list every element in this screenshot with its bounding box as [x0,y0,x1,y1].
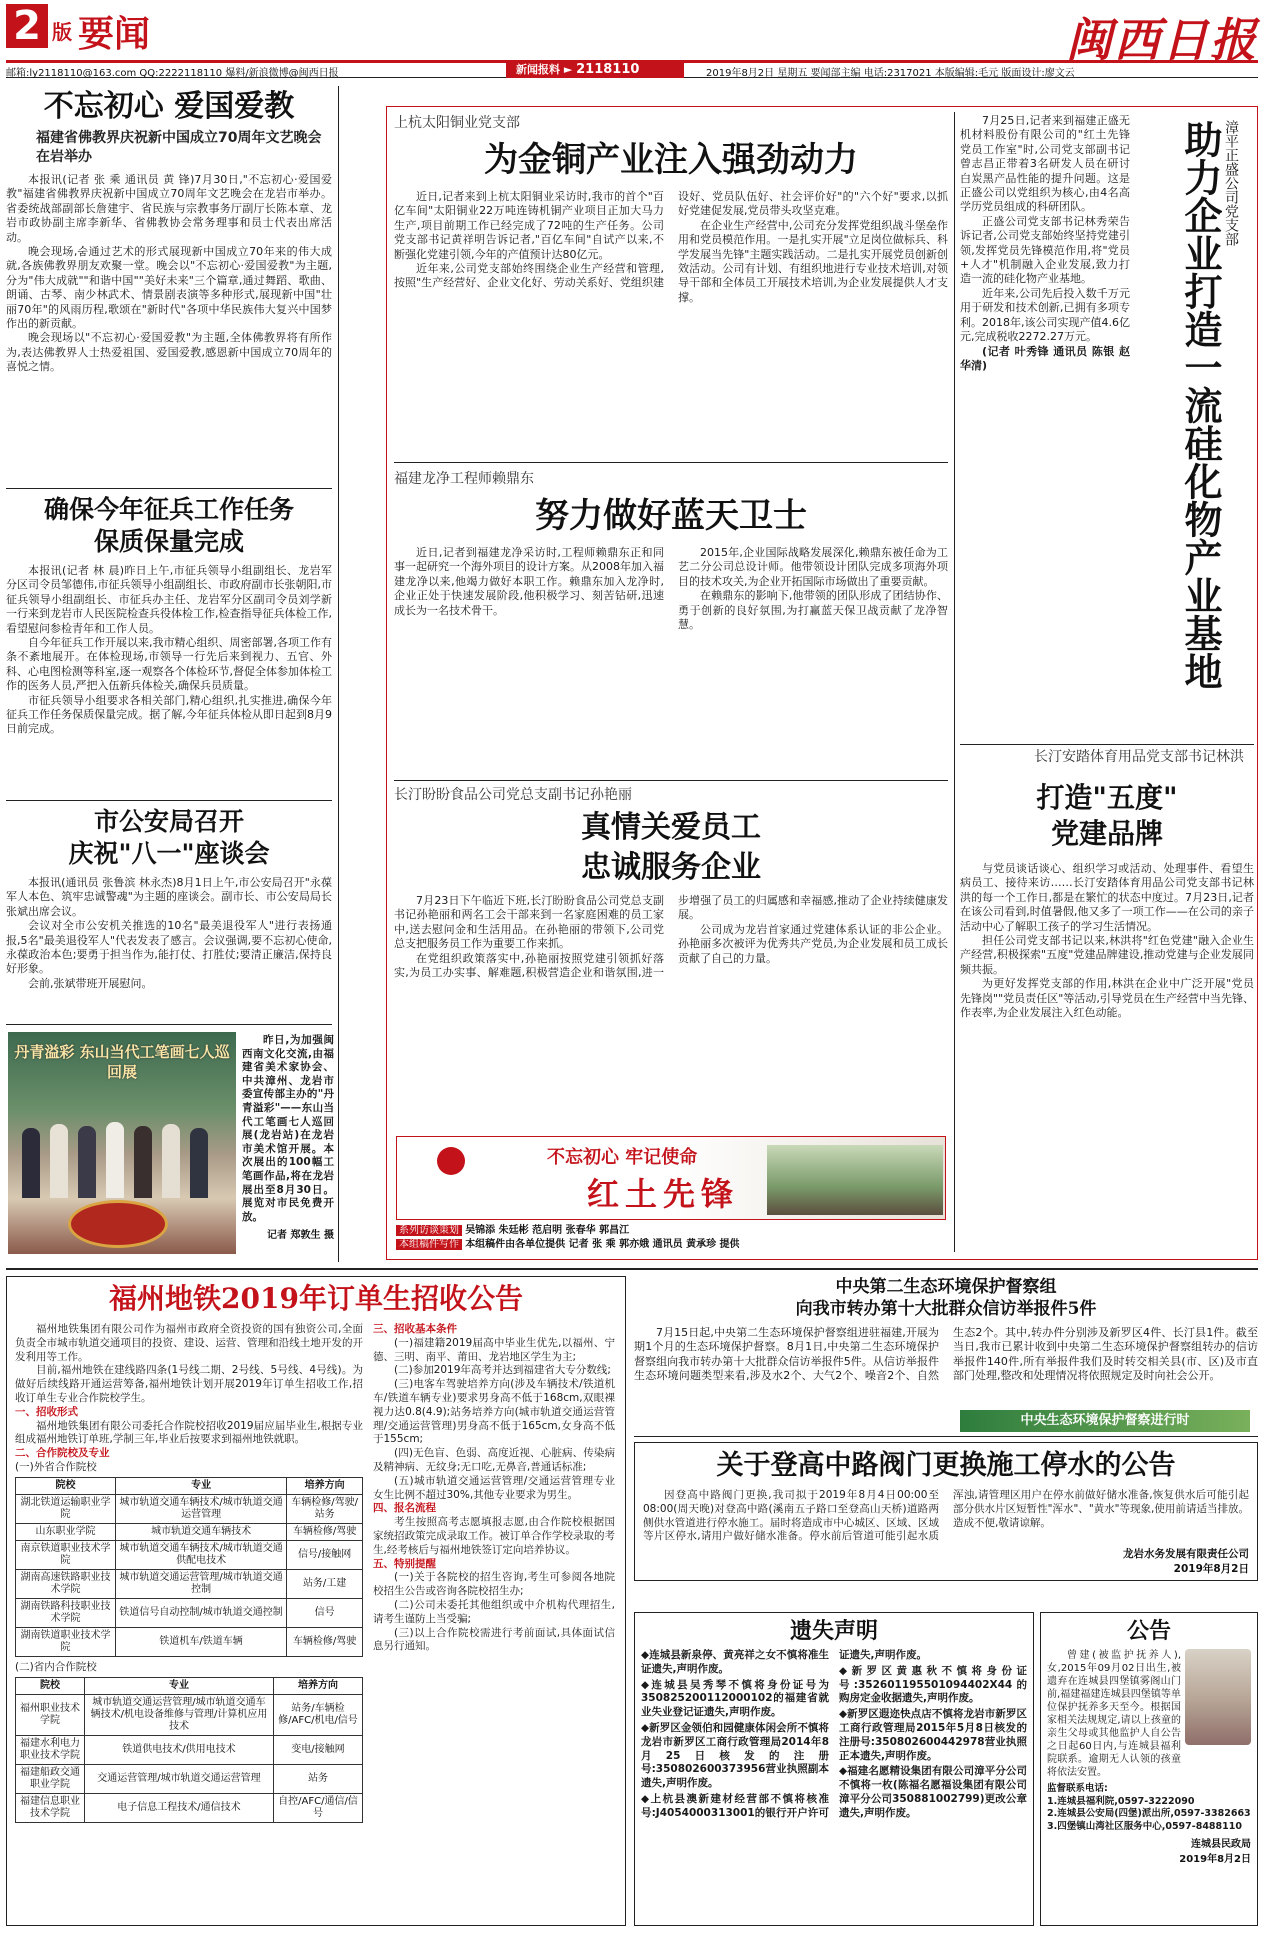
contact-line: 1.连城县福利院,0597-3222090 [1047,1795,1195,1807]
hotline-number: 2118110 [576,62,640,77]
article-title-line1: 市公安局召开 [93,807,244,836]
header-info-left: 邮箱:ly2118110@163.com QQ:2222118110 爆料/新浪微博@闽西日报 [6,68,339,79]
table-cell: 城市轨道交通车辆技术/城市轨道交通运营管理 [115,1494,286,1523]
contact-line: 监督联系电话: [1047,1783,1108,1794]
section-heading: 三、招收基本条件 [373,1323,457,1335]
section-heading: 四、报名流程 [373,1502,436,1515]
table-cell: 城市轨道交通运营管理/城市轨道交通控制 [115,1569,286,1598]
section-rule [6,1268,1258,1270]
table-row [16,1540,363,1569]
table-cell: 车辆检修/驾驶 [287,1523,363,1540]
table-cell: 湖南铁道职业技术学院 [16,1627,116,1656]
lost-item: ◆新罗区金领伯和园健康体闲会所不慎将龙岩市新罗区工商行政管理局2014年8月25日核发的注册号:350802600373956营业执照副本遗失,声明作废。 [641,1721,829,1790]
table-header-cell: 培养方向 [273,1677,362,1694]
divider [6,800,332,801]
paragraph: 近日,记者来到上杭太阳铜业采访时,我市的首个"百亿车间"太阳铜业22万吨连铸机铜产业项目正加大马力生产,项目前期工作已经完成了72吨的生产任务。公司党支部书记黄祥明告诉记者,"百亿车间"自试产以来,不断强化党建引领,今年的产值预计达80亿元。 [394,190,664,261]
table-cell: 站务/工建 [287,1569,363,1598]
paragraph: 为更好发挥党支部的作用,林洪在企业中广泛开展"党员先锋岗""党员责任区"等活动,引导党员在生产经营中当先锋、作表率,为企业发展注入红色动能。 [960,977,1254,1020]
page-number: 2 [6,4,48,48]
article-title-line2: 忠诚服务企业 [581,850,761,885]
article-title-line1: 打造"五度" [1036,781,1178,814]
paragraph: 7月23日下午临近下班,长汀盼盼食品公司党总支副书记孙艳丽和两名工会干部来到一名家庭困难的员工家中,送去慰问金和生活用品。在孙艳丽的带领下,公司党总支把服务员工作为重要工作来抓。 [394,894,664,951]
notice-signature: 龙岩水务发展有限责任公司 [1123,1548,1249,1561]
column-rule [338,86,339,1262]
table-cell: 电子信息工程技术/通信技术 [84,1793,273,1822]
caption-text: 昨日,为加强闽西南文化交流,由福建省美术家协会、中共漳州、龙岩市委宣传部主办的"丹青溢彩"——东山当代工笔画七人巡回展(龙岩站)在龙岩市美术馆开展。本次展出的100幅工笔画作品,将在龙岩展出至8月30日。展览对市民免费开放。 [242,1034,334,1223]
table-row [16,1598,363,1627]
contact-line: 2.连城县公安局(四堡)派出所,0597-3382663 [1047,1808,1251,1819]
lost-item: ◆新罗区遐迩快点店不慎将龙岩市新罗区工商行政管理局2015年5月8日核发的注册号:350802600442978营业执照正本遗失,声明作废。 [839,1708,1027,1762]
article-title-line1: 真情关爱员工 [581,810,761,845]
paragraph: 会前,张斌带班开展慰问。 [28,976,153,990]
paragraph: (三)以上合作院校需进行考前面试,具体面试信息另行通知。 [373,1626,615,1653]
table-cell: 福建信息职业技术学院 [16,1793,85,1822]
table-header-cell: 专业 [115,1477,286,1494]
paragraph: 考生按照高考志愿填报志愿,由合作院校根据国家统招政策完成录取工作。被订单合作学校录取的考生,经考核后与福州地铁签订定向培养协议。 [373,1516,615,1556]
table-cell: 站务 [273,1764,362,1793]
table-cell: 信号 [287,1598,363,1627]
article-subtitle: 上杭太阳铜业党支部 [394,115,520,131]
paragraph: 在党组织政策落实中,孙艳丽按照党建引领抓好落实,为员工办实事、解难题,积极营造企业和谐氛围,进一步增强了员工的归属感和幸福感,推动了企业持续健康发展。 [394,894,948,980]
notice-title: 福州地铁2019年订单生招收公告 [109,1282,523,1315]
paragraph: 会议对全市公安机关推选的10名"最美退役军人"进行表扬通报,5名"最美退役军人"代表发表了感言。会议强调,要不忘初心使命,永葆政治本色;要勇于担当作为,能打仗、打胜仗;要清正廉洁,保持良好形象。 [6,919,332,976]
table-row [16,1694,363,1735]
party-emblem-icon [437,1147,465,1175]
inspection-badge: 中央生态环境保护督察进行时 [960,1410,1250,1432]
section-heading: 五、特别提醒 [373,1557,436,1570]
header-info-right: 2019年8月2日 星期五 要闻部主编 电话:2317021 本版编辑:毛元 版面设计:廖文云 [706,68,1075,79]
exhibition-photo [8,1032,236,1254]
table-cell: 车辆检修/驾驶 [287,1627,363,1656]
article-title-line2: 保质保量完成 [93,527,244,556]
paragraph: (二)参加2019年高考并达到福建省大专分数线; [394,1364,611,1377]
table-cell: 湖北铁道运输职业学院 [16,1494,116,1523]
table-cell: 信号/接触网 [287,1540,363,1569]
article-food-company [394,786,948,980]
article-title-line2: 党建品牌 [1050,817,1163,850]
paragraph: 福州地铁集团有限公司作为福州市政府全资投资的国有独资公司,全面负责全市城市轨道交通项目的投资、建设、运营、管理和沿线土地开发的开发利用等工作。 [15,1323,363,1363]
table-row [16,1735,363,1764]
vertical-title: 助力企业打造一流硅化物产业基地 [1178,120,1223,690]
table-row [16,1523,363,1540]
paragraph: 与党员谈话谈心、组织学习或活动、处理事件、看望生病员工、接待来访……长汀安踏体育用品公司党支部书记林洪的每一个工作日,都是在繁忙的状态中度过。7月23日,记者在该公司看到,时值暑假,他又多了一项工作——在公司的亲子活动中心了解职工孩子的学习生活情况。 [960,862,1254,933]
table-cell: 城市轨道交通运营管理/城市轨道交通车辆技术/机电设备维修与管理/计算机应用技术 [84,1694,273,1735]
article-title-line1: 确保今年征兵工作任务 [43,495,294,524]
paragraph: 7月25日,记者来到福建正盛无机材料股份有限公司的"红土先锋党员工作室"时,公司党支部副书记曾志昌正带着3名研发人员在研讨白炭黑产品性能的提升问题。这是正盛公司以党组织为核心,由4名高学历党员组成的科研团队。 [960,114,1130,214]
paragraph: 在赖鼎东的影响下,他带领的团队形成了团结协作、勇于创新的良好氛围,为打赢蓝天保卫战贡献了龙净智慧。 [678,589,948,632]
red-pioneer-banner [396,1136,946,1220]
table-cell: 湖南铁路科技职业技术学院 [16,1598,116,1627]
person-figure [22,1128,40,1198]
paragraph: 在企业生产经营中,公司充分发挥党组织战斗堡垒作用和党员模范作用。一是扎实开展"立足岗位做标兵、科学发展当先锋"主题实践活动。二是扎实开展党员创新创效活动。公司有计划、有组织地进行专业技术培训,对领导干部和全体员工开展技术培训,为企业发展提供人才支撑。 [678,218,948,304]
lost-item: ◆福建名愿精设集团有限公司漳平分公司不慎将一枚(陈福名愿福设集团有限公司漳平分公司350881002799)更改公章遗失,声明作废。 [839,1765,1027,1819]
divider [960,744,1254,745]
metro-recruit-notice [6,1276,626,1926]
hotline-label: 新闻报料 [516,63,560,76]
credit-label: 本组稿件写作 [396,1239,462,1250]
article-title-line1: 中央第二生态环境保护督察组 [835,1277,1057,1297]
lost-item: ◆上杭县澳新建材经营部不慎将核准号:J4054000313001的银行开户许可证遗失,声明作废。 [641,1649,927,1819]
article-title: 不忘初心 爱国爱教 [43,89,295,124]
lost-item: ◆连城县新泉停、黄亮祥之女不慎将准生证遗失,声明作废。 [641,1649,829,1675]
table-cell: 铁道机车/铁道车辆 [115,1627,286,1656]
paragraph: 因登高中路阀门更换,我司拟于2019年8月4日00:00至08:00(周天晚)对登高中路(溪南五子路口至登高山天桥)道路两侧供水管道进行停水施工。届时将造成市中心城区、区域、区域等片区停水,请用户做好储水准备。停水前后管道可能引起水质浑浊,请管理区用户在停水前做好储水准备,恢复供水后可能引起部分供水片区短暂性"浑水"、"黄水"等现象,使用前请适当排放。造成不便,敬请谅解。 [643,1489,1249,1543]
article-title-line2: 向我市转办第十大批群众信访举报件5件 [795,1299,1097,1319]
credit-names: 吴锦添 朱廷彬 范启明 张春华 郭昌江 [465,1225,630,1236]
divider [394,462,948,463]
person-figure [78,1126,96,1198]
lost-declarations [634,1612,1034,1926]
paragraph: 7月15日起,中央第二生态环境保护督察组进驻福建,开展为期1个月的生态环境保护督察。8月1日,中央第二生态环境保护督察组向我市转办第十大批群众信访举报件5件。从信访举报件生态环境问题类型来看,涉及水2个、大气2个、噪音2个、自然生态2个。其中,转办件分别涉及新罗区4件、长汀县1件。截至当日,我市已累计收到中央第二生态环境保护督察组转办的信访举报件140件,所有举报件我们及时转交相关县(市、区)及市直部门处理,整改和处理情况将依照规定及时向社会公开。 [634,1326,1258,1383]
credit-names: 本组稿件由各单位提供 记者 张 乘 郭亦娥 通讯员 黄承珍 提供 [465,1239,740,1250]
table-cell: 车辆检修/驾驶/站务 [287,1494,363,1523]
article-anta [960,748,1254,1020]
article-title: 为金铜产业注入强劲动力 [484,140,858,180]
lost-item: ◆新罗区黄惠秋不慎将身份证号:352601195501094402X44的购房定金收据遗失,声明作废。 [839,1664,1027,1705]
table-cell: 湖南高速铁路职业技术学院 [16,1569,116,1598]
paragraph: (四)无色盲、色弱、高度近视、心脏病、传染病及精神病、无纹身;无口吃,无鼻音,普通话标准; [373,1447,615,1473]
lost-item: ◆连城县吴秀琴不慎将身份证号为350825200112000102的福建省就业失业登记证遗失,声明作废。 [641,1678,829,1719]
table-cell: 站务/车辆检修/AFC/机电/信号 [273,1694,362,1735]
paragraph: 本报讯(记者 林 晨)昨日上午,市征兵领导小组副组长、龙岩军分区司令员邹德伟,市征兵领导小组副组长、市政府副市长张朝阳,市征兵领导小组副组长、市征兵办主任、龙岩军分区副司令员刘学新一行来到龙岩市人民医院检查兵役体检工作,检查指导征兵体检工作,看望慰问参检青年和工作人员。 [6,564,332,635]
notice-date: 2019年8月2日 [1179,1854,1251,1865]
table-header-cell: 院校 [16,1477,116,1494]
article-subtitle: 长汀安踏体育用品党支部书记林洪 [1034,749,1244,765]
table-header-cell: 培养方向 [287,1477,363,1494]
article-copper [394,114,948,305]
paragraph: 福州地铁集团有限公司委托合作院校招收2019届应届毕业生,根据专业组成福州地铁订单班,学制三年,毕业后按要求到福州地铁就职。 [15,1419,363,1446]
notice-left-column [15,1323,363,1823]
masthead: 闽西日报 [1066,13,1258,67]
article-title: 努力做好蓝天卫士 [535,496,807,536]
divider [6,1024,332,1025]
paragraph: 市征兵领导小组要求各相关部门,精心组织,扎实推进,确保今年征兵工作任务保质保量完成。据了解,今年征兵体检从即日起到8月9日前完成。 [6,693,332,736]
person-figure [190,1128,208,1198]
subheading: (一)外省合作院校 [15,1460,97,1473]
person-figure [50,1124,68,1198]
photo-caption [242,1034,334,1241]
contact-list [1047,1783,1251,1833]
notice-title: 遗失声明 [789,1618,878,1644]
paragraph: 近年来,公司党支部始终围绕企业生产经营和管理,按照"生产经营好、企业文化好、劳动关系好、党组织建设好、党员队伍好、社会评价好"的"六个好"要求,以抓好党建促发展,党员带头攻坚克难。 [394,190,948,290]
paragraph: 担任公司党支部书记以来,林洪将"红色党建"融入企业生产经营,积极探索"五度"党建品牌建设,推动党建与企业发展同频共振。 [960,934,1254,976]
article-not-forget [6,88,332,375]
page-header [6,3,1258,79]
paragraph: 2015年,企业国际战略发展深化,赖鼎东被任命为工艺二分公司总设计师。他带领设计团队完成多项海外项目的技术攻关,为企业开拓国际市场做出了重要贡献。 [678,546,948,588]
table-cell: 自控/AFC/通信/信号 [273,1793,362,1822]
out-of-province-table [15,1477,363,1657]
table-cell: 城市轨道交通车辆技术/城市轨道交通供配电技术 [115,1540,286,1569]
paragraph: 本报讯(记者 张 乘 通讯员 黄 锋)7月30日,"不忘初心·爱国爱教"福建省佛教界庆祝新中国成立70周年文艺晚会在龙岩市举办。省委统战部副部长詹建宇、省民族与宗教事务厅副厅长陈本章、龙岩市政协副主席李新华、省佛教协会常务理事和员士代表出席活动。 [6,173,332,244]
paragraph: 正盛公司党支部书记林秀荣告诉记者,公司党支部始终坚持党建引领,发挥党员先锋模范作用,将"党员+人才"机制融入企业发展,致力打造一流的硅化物产业基地。 [960,214,1130,286]
notice-signature: 连城县民政局 [1191,1839,1251,1850]
paragraph: 自今年征兵工作开展以来,我市精心组织、周密部署,各项工作有条不紊地展开。在体检现场,市领导一行先后来到视力、五官、外科、心电图检测等科室,逐一观察各个体检环节,督促全体参加体检工作的医务人员,严把入伍新兵体检关,确保兵员质量。 [6,636,332,693]
hotline-band [506,62,684,78]
page-suffix: 版 [52,20,72,44]
table-row [16,1569,363,1598]
person-figure [162,1124,180,1198]
landscape-image [767,1145,943,1215]
divider [634,1436,1258,1437]
article-title-line2: 庆祝"八一"座谈会 [68,839,270,868]
paragraph: (二)公司未委托其他组织或中介机构代理招生,请考生谨防上当受骗; [373,1598,615,1625]
paragraph: 近日,记者到福建龙净采访时,工程师赖鼎东正和同事一起研究一个海外项目的设计方案。从2008年加入福建龙净以来,他竭力做好本职工作。赖鼎东加入龙净时,企业正处于快速发展阶段,他积极学习、刻苦钻研,迅速成长为一名技术骨干。 [394,546,664,617]
paragraph: 近年来,公司先后投入数千万元用于研发和技术创新,已拥有多项专利。2018年,该公司实现产值4.6亿元,完成税收2272.27万元。 [960,286,1130,344]
paragraph: 曾建(被监护抚养人),女,2015年09月02日出生,被遗弃在连城县四堡镇雾阁山门前,福建福建连城县四堡镇等单位保护抚养多天至今。根据国家相关法规规定,请以上孩童的亲生父母或其他监护人自公告之日起60日内,与连城县福利院联系。逾期无人认领的孩童将依法安置。 [1047,1650,1181,1778]
subheading: (二)省内合作院校 [15,1660,97,1673]
paragraph: 晚会现场以"不忘初心·爱国爱教"为主题,全体佛教界将有所作为,表达佛教界人士热爱祖国、爱国爱教,感恩新中国成立70周年的喜悦之情。 [6,331,332,374]
table-cell: 城市轨道交通车辆技术 [115,1523,286,1540]
banner-slogan: 不忘初心 牢记使命 [547,1147,698,1168]
paragraph: 目前,福州地铁在建线路四条(1号线二期、2号线、5号线、4号线)。为做好后续线路开通运营筹备,福州地铁计划开展2019年订单生招收工作,招收订单生专业合作院校学生。 [15,1364,363,1404]
section-name: 要闻 [78,13,151,55]
table-row [16,1494,363,1523]
table-cell: 福建水利电力职业技术学院 [16,1735,85,1764]
person-figure [134,1126,152,1198]
contact-line: 3.四堡镇山湾社区服务中心,0597-8488110 [1047,1820,1242,1832]
table-cell: 交通运营管理/城市轨道交通运营管理 [84,1764,273,1793]
section-heading: 一、招收形式 [15,1405,78,1418]
water-cut-notice [634,1442,1258,1581]
table-row [16,1627,363,1656]
banner-name: 红土先锋 [587,1175,740,1213]
paragraph: 晚会现场,숨通过艺术的形式展现新中国成立70年来的伟大成就,各族佛教界朋友欢聚一堂。晚会以"不忘初心·爱国爱教"为主题,分为"伟大成就""和谐中国""美好未来"三个篇章,通过舞蹈、歌曲、朗诵、古琴、南少林武术、情景剧表演等多种形式,展现新中国"壮丽70年"的风雨历程,歌颂在"新时代"各项中华民族伟大复兴中国梦作出的新贡献。 [6,245,332,331]
child-photo [1185,1649,1251,1745]
paragraph: (五)城市轨道交通运营管理/交通运营管理专业女生比例不超过30%,其他专业要求为男生。 [373,1474,615,1501]
divider [394,780,948,781]
credit-label: 系列访谈策划 [396,1225,462,1236]
section-heading: 二、合作院校及专业 [15,1447,110,1460]
table-header-cell: 院校 [16,1677,85,1694]
in-province-table [15,1677,363,1823]
divider [6,488,332,489]
table-cell: 南京铁道职业技术学院 [16,1540,116,1569]
foundling-notice [1040,1612,1258,1926]
notice-right-column [373,1323,615,1654]
table-cell: 福州职业技术学院 [16,1694,85,1735]
table-row [16,1793,363,1822]
article-conscription [6,494,332,737]
paragraph: (一)福建籍2019届高中毕业生优先,以福州、宁德、三明、南平、莆田、龙岩地区学生为主; [373,1336,615,1363]
person-figure [106,1122,124,1198]
article-zhengsheng [960,114,1130,373]
photo-credit: 记者 郑敦生 摄 [267,1230,334,1242]
article-police-meeting [6,806,332,991]
byline: (记者 叶秀锋 通讯员 陈银 赵 华清) [960,344,1130,372]
article-subtitle: 福建龙净工程师赖鼎东 [394,471,534,487]
notice-date: 2019年8月2日 [1173,1563,1249,1576]
table-row [16,1764,363,1793]
paragraph: 公司成为龙岩首家通过党建体系认证的非公企业。孙艳丽多次被评为优秀共产党员,为企业发展和员工成长贡献了自己的力量。 [678,922,948,965]
column-rule [954,112,955,1252]
arrow-icon: ► [560,63,577,76]
article-subtitle: 福建省佛教界庆祝新中国成立70周年文艺晚会在岩举办 [36,130,322,165]
table-header-cell: 专业 [84,1677,273,1694]
notice-title: 关于登高中路阀门更换施工停水的公告 [716,1450,1176,1481]
table-cell: 铁道信号自动控制/城市轨道交通控制 [115,1598,286,1627]
vertical-subtitle: 漳平正盛公司党支部 [1223,120,1239,246]
series-credits [396,1224,946,1252]
article-inspection [634,1276,1258,1436]
paragraph: (三)电客车驾驶培养方向(涉及车辆技术/铁道机车/铁道车辆专业)要求男身高不低于168cm,双眼裸视力达0.8(4.9);站务培养方向(城市轨道交通运营管理/交通运营管理)男身高不低于165cm,女身高不低于155cm; [373,1378,615,1446]
ceremony-ball [68,1200,168,1248]
table-cell: 铁道供电技术/供用电技术 [84,1735,273,1764]
lost-list [641,1649,1027,1822]
photo-banner-text: 丹青溢彩 东山当代工笔画七人巡回展 [14,1043,230,1081]
paragraph: (一)关于各院校的招生咨询,考生可参阅各地院校招生公告或咨询各院校招生办; [373,1571,615,1598]
table-cell: 福建船政交通职业学院 [16,1764,85,1793]
notice-title: 公告 [1126,1618,1171,1644]
paragraph: 本报讯(通讯员 张鲁滨 林永杰)8月1日上午,市公安局召开"永葆军人本色、筑牢忠诚警魂"为主题的座谈会。副市长、市公安局局长张斌出席会议。 [6,876,332,918]
table-cell: 山东职业学院 [16,1523,116,1540]
table-cell: 变电/接触网 [273,1735,362,1764]
article-subtitle: 长汀盼盼食品公司党总支副书记孙艳丽 [394,787,632,803]
article-engineer [394,470,948,632]
